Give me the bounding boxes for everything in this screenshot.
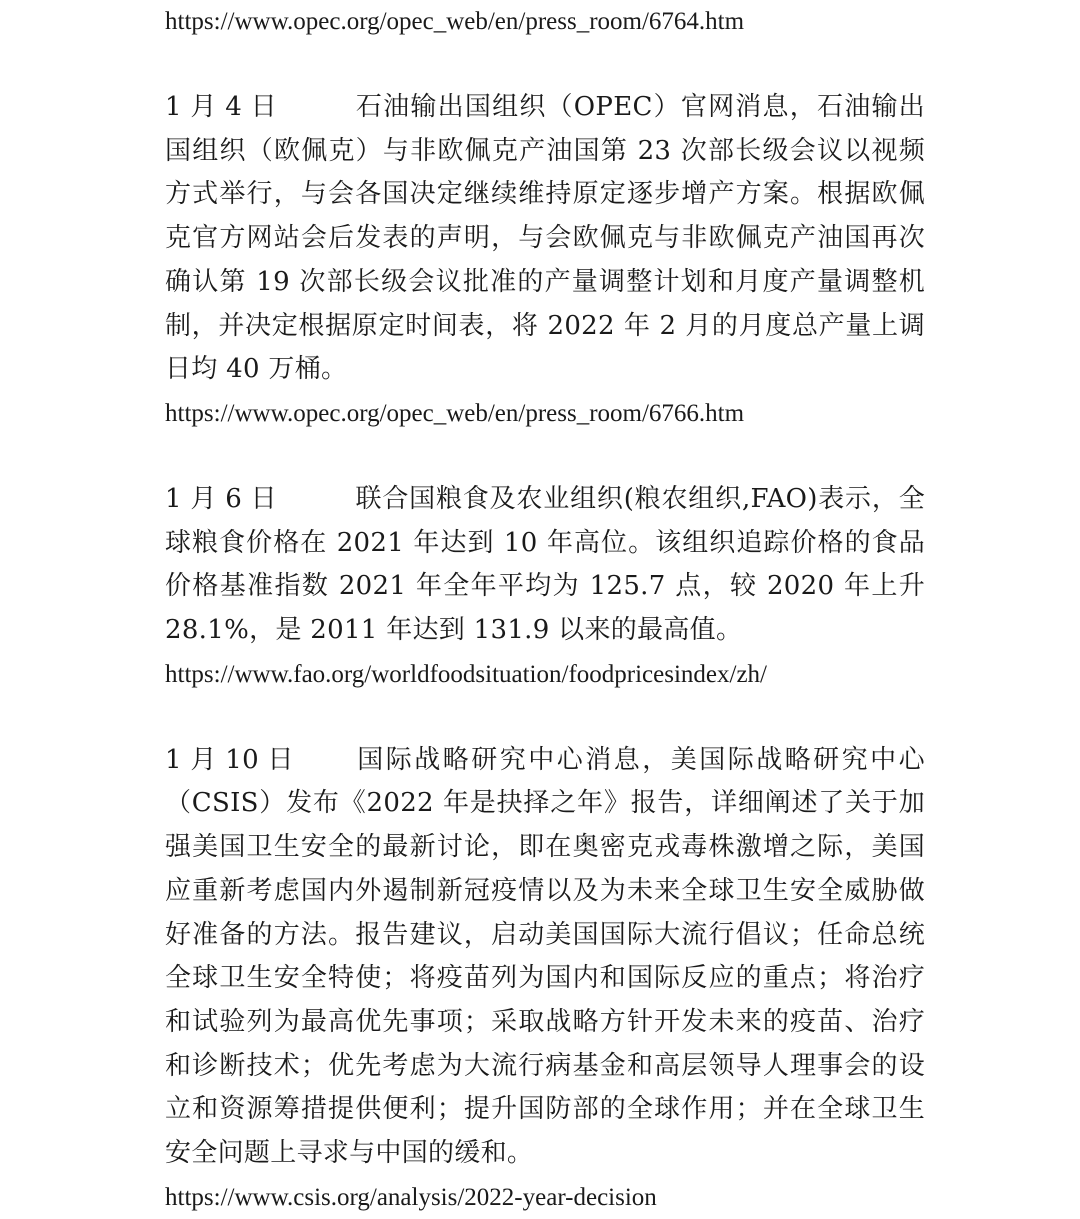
source-link[interactable]: https://www.csis.org/analysis/2022-year-decision [165, 1183, 657, 1211]
entry-text: 国际战略研究中心消息，美国际战略研究中心（CSIS）发布《2022 年是抉择之年》报告，详细阐述了关于加强美国卫生安全的最新讨论，即在奥密克戎毒株激增之际，美国应重新考虑国内外遏制新冠疫情以及为未来全球卫生安全威胁做好准备的方法。报告建议，启动美国国际大流行倡议；任命总统全球卫生安全特使；将疫苗列为国内和国际反应的重点；将治疗和试验列为最高优先事项；采取战略方针开发未来的疫苗、治疗和诊断技术；优先考虑为大流行病基金和高层领导人理事会的设立和资源筹措提供便利；提升国防部的全球作用；并在全球卫生安全问题上寻求与中国的缓和。 [165, 744, 925, 1169]
source-link[interactable]: https://www.opec.org/opec_web/en/press_room/6766.htm [165, 399, 745, 427]
entry-date: 1 月 4 日 [165, 92, 277, 122]
news-entry-jan-6 [165, 478, 925, 653]
news-entry-jan-4 [165, 86, 925, 392]
document-page [165, 0, 925, 1219]
entry-date: 1 月 10 日 [165, 744, 294, 775]
entry-text: 联合国粮食及农业组织(粮农组织,FAO)表示，全球粮食价格在 2021 年达到 10 年高位。该组织追踪价格的食品价格基准指数 2021 年全年平均为 125.7 点，较 2020 年上升 28.1%，是 2011 年达到 131.9 以来的最高值。 [165, 483, 925, 646]
entry-date: 1 月 6 日 [165, 483, 277, 514]
entry-text: 石油输出国组织（OPEC）官网消息，石油输出国组织（欧佩克）与非欧佩克产油国第 23 次部长级会议以视频方式举行，与会各国决定继续维持原定逐步增产方案。根据欧佩克官方网站会后发表的声明，与会欧佩克与非欧佩克产油国再次确认第 19 次部长级会议批准的产量调整计划和月度产量调整机制，并决定根据原定时间表，将 2022 年 2 月的月度总产量上调日均 40 万桶。 [165, 92, 925, 385]
source-link-top[interactable]: https://www.opec.org/opec_web/en/press_room/6764.htm [165, 8, 745, 35]
news-entry-jan-10 [165, 739, 925, 1176]
source-link[interactable]: https://www.fao.org/worldfoodsituation/foodpricesindex/zh/ [165, 660, 767, 688]
